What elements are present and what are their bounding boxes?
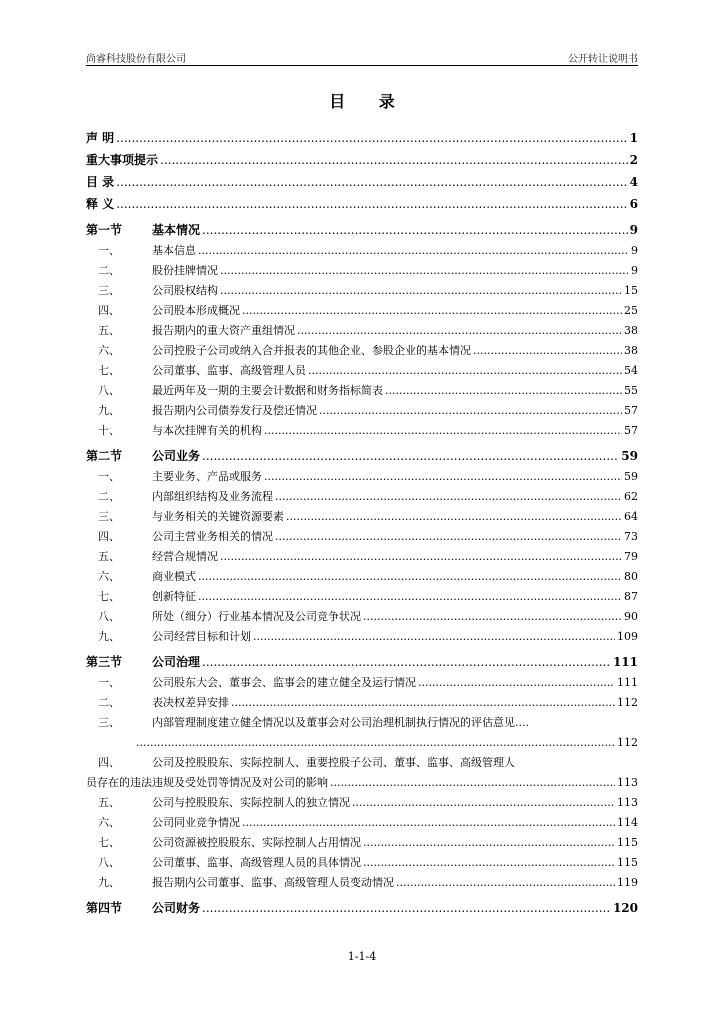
toc-entry-number: 六、 <box>98 344 120 357</box>
dot-leader <box>202 897 611 919</box>
toc-entry-page: 112 <box>617 696 638 709</box>
dot-leader <box>116 127 627 149</box>
toc-front-entry[interactable] <box>86 193 638 215</box>
toc-entry-page: 38 <box>624 324 638 337</box>
toc-entry-number: 八、 <box>98 384 120 397</box>
toc-entry-number: 九、 <box>98 404 120 417</box>
toc-entry-label: 报告期内公司债券发行及偿还情况 <box>152 404 317 417</box>
toc-entry-number: 五、 <box>98 796 120 809</box>
toc-front-entry[interactable] <box>86 171 638 193</box>
dot-leader <box>231 693 615 713</box>
dot-leader <box>220 547 622 567</box>
dot-leader <box>264 421 622 441</box>
toc-entry-page: 25 <box>624 304 638 317</box>
toc-item-entry[interactable] <box>86 321 638 341</box>
toc-entry-label: 内部组织结构及业务流程 <box>152 490 273 503</box>
toc-entry-label: 内部管理制度建立健全情况以及董事会对公司治理机制执行情况的评估意见.... <box>152 716 529 729</box>
toc-entry-number: 十、 <box>98 424 120 437</box>
toc-entry-number: 一、 <box>98 676 120 689</box>
toc-entry-page: 57 <box>624 404 638 417</box>
toc-entry-label: 公司控股子公司或纳入合并报表的其他企业、参股企业的基本情况 <box>152 344 471 357</box>
toc-entry-number: 七、 <box>98 590 120 603</box>
toc-entry-page: 2 <box>629 153 638 167</box>
page-header <box>86 50 638 64</box>
toc-entry-label: 公司财务 <box>152 901 201 915</box>
toc-entry-number: 第二节 <box>86 449 123 463</box>
table-of-contents <box>86 127 638 919</box>
toc-item-entry[interactable] <box>86 381 638 401</box>
toc-entry-page: 59 <box>624 470 638 483</box>
toc-entry-page: 6 <box>629 197 638 211</box>
toc-entry-label: 报告期内公司董事、监事、高级管理人员变动情况 <box>152 876 394 889</box>
toc-entry-label: 基本情况 <box>152 223 201 237</box>
dot-leader <box>385 381 622 401</box>
toc-entry-number: 三、 <box>98 510 120 523</box>
dot-leader <box>242 301 622 321</box>
toc-entry-number: 第一节 <box>86 223 123 237</box>
toc-entry-number: 六、 <box>98 570 120 583</box>
dot-leader <box>297 321 622 341</box>
header-divider <box>86 65 638 66</box>
dot-leader <box>319 401 622 421</box>
dot-leader <box>198 241 629 261</box>
toc-entry-page: 38 <box>624 344 638 357</box>
toc-entry-label: 公司董事、监事、高级管理人员的具体情况 <box>152 856 361 869</box>
dot-leader <box>473 341 622 361</box>
toc-entry-label: 商业模式 <box>152 570 196 583</box>
toc-entry-page: 111 <box>617 676 638 689</box>
toc-entry-label: 股份挂牌情况 <box>152 264 218 277</box>
toc-item-entry[interactable] <box>86 673 638 693</box>
toc-entry-label: 公司业务 <box>152 449 201 463</box>
dot-leader <box>253 627 615 647</box>
toc-entry-number: 二、 <box>98 490 120 503</box>
toc-entry-number: 七、 <box>98 836 120 849</box>
toc-section-entry[interactable] <box>86 445 638 467</box>
toc-item-entry[interactable] <box>86 567 638 587</box>
toc-item-entry[interactable] <box>86 301 638 321</box>
toc-entry-number: 三、 <box>98 284 120 297</box>
toc-item-entry[interactable] <box>86 713 638 733</box>
dot-leader <box>363 853 615 873</box>
toc-item-entry[interactable] <box>86 587 638 607</box>
toc-entry-number: 八、 <box>98 856 120 869</box>
toc-entry-page: 1 <box>629 131 638 145</box>
dot-leader <box>396 873 615 893</box>
toc-entry-label: 重大事项提示 <box>86 153 159 167</box>
toc-entry-page: 15 <box>624 284 638 297</box>
toc-entry-label: 声 明 <box>86 131 115 145</box>
dot-leader <box>286 507 622 527</box>
dot-leader <box>308 361 622 381</box>
toc-entry-page: 55 <box>624 384 638 397</box>
dot-leader <box>116 171 627 193</box>
toc-item-entry[interactable] <box>86 793 638 813</box>
toc-section-entry[interactable] <box>86 897 638 919</box>
toc-entry-label: 目 录 <box>86 175 115 189</box>
toc-entry-page: 87 <box>624 590 638 603</box>
toc-item-continuation[interactable] <box>86 773 638 793</box>
dot-leader <box>202 651 611 673</box>
toc-entry-number: 七、 <box>98 364 120 377</box>
toc-entry-page: 119 <box>617 876 638 889</box>
toc-entry-page: 113 <box>617 776 638 789</box>
toc-entry-label: 创新特征 <box>152 590 196 603</box>
dot-leader <box>116 193 627 215</box>
toc-entry-number: 第三节 <box>86 655 123 669</box>
toc-entry-page: 62 <box>624 490 638 503</box>
toc-entry-number: 二、 <box>98 264 120 277</box>
toc-section-entry[interactable] <box>86 651 638 673</box>
toc-entry-label: 公司与控股股东、实际控制人的独立情况 <box>152 796 350 809</box>
toc-entry-page: 113 <box>617 796 638 809</box>
toc-entry-label: 与业务相关的关键资源要素 <box>152 510 284 523</box>
toc-entry-number: 一、 <box>98 244 120 257</box>
dot-leader <box>198 567 622 587</box>
page-number: 1-1-4 <box>347 950 377 963</box>
toc-entry-label: 主要业务、产品或服务 <box>152 470 262 483</box>
dot-leader <box>264 467 622 487</box>
dot-leader <box>202 445 619 467</box>
toc-entry-page: 9 <box>631 264 638 277</box>
toc-entry-page: 9 <box>629 223 638 237</box>
dot-leader <box>136 733 615 753</box>
dot-leader <box>363 607 622 627</box>
dot-leader <box>363 833 615 853</box>
toc-entry-label: 最近两年及一期的主要会计数据和财务指标简表 <box>152 384 383 397</box>
toc-front-entry[interactable] <box>86 149 638 171</box>
toc-entry-page: 115 <box>617 856 638 869</box>
toc-item-entry[interactable] <box>86 361 638 381</box>
toc-entry-number: 六、 <box>98 816 120 829</box>
toc-entry-number: 二、 <box>98 696 120 709</box>
toc-entry-label: 公司同业竞争情况 <box>152 816 240 829</box>
toc-item-entry[interactable] <box>86 527 638 547</box>
toc-entry-number: 九、 <box>98 876 120 889</box>
dot-leader <box>220 261 629 281</box>
toc-item-entry[interactable] <box>86 281 638 301</box>
toc-entry-label: 公司资源被控股股东、实际控制人占用情况 <box>152 836 361 849</box>
toc-entry-label: 与本次挂牌有关的机构 <box>152 424 262 437</box>
toc-item-entry[interactable] <box>86 813 638 833</box>
toc-entry-number: 四、 <box>98 304 120 317</box>
dot-leader <box>275 527 622 547</box>
toc-item-entry[interactable] <box>86 627 638 647</box>
toc-item-continuation[interactable] <box>86 733 638 753</box>
toc-entry-label: 公司股东大会、董事会、监事会的建立健全及运行情况 <box>152 676 416 689</box>
toc-item-entry[interactable] <box>86 547 638 567</box>
dot-leader <box>275 487 622 507</box>
toc-item-entry[interactable] <box>86 873 638 893</box>
toc-item-entry[interactable] <box>86 241 638 261</box>
toc-entry-page: 112 <box>617 736 638 749</box>
toc-entry-page: 80 <box>624 570 638 583</box>
toc-entry-page: 90 <box>624 610 638 623</box>
dot-leader <box>418 673 615 693</box>
toc-entry-page: 9 <box>631 244 638 257</box>
toc-entry-page: 59 <box>621 449 638 463</box>
toc-item-entry[interactable] <box>86 853 638 873</box>
toc-entry-label: 公司股权结构 <box>152 284 218 297</box>
toc-entry-number: 三、 <box>98 716 120 729</box>
toc-entry-label: 公司及控股股东、实际控制人、重要控股子公司、董事、监事、高级管理人 <box>152 756 515 769</box>
toc-entry-page: 114 <box>617 816 638 829</box>
toc-entry-page: 57 <box>624 424 638 437</box>
toc-entry-page: 120 <box>612 901 638 915</box>
header-doc-type: 公开转让说明书 <box>568 54 638 65</box>
toc-entry-label: 释 义 <box>86 197 115 211</box>
toc-entry-label: 公司主营业务相关的情况 <box>152 530 273 543</box>
header-company: 尚睿科技股份有限公司 <box>86 54 186 65</box>
toc-item-entry[interactable] <box>86 261 638 281</box>
dot-leader <box>202 219 628 241</box>
toc-entry-number: 第四节 <box>86 901 123 915</box>
toc-entry-page: 54 <box>624 364 638 377</box>
toc-entry-page: 64 <box>624 510 638 523</box>
dot-leader <box>160 149 628 171</box>
toc-entry-label: 报告期内的重大资产重组情况 <box>152 324 295 337</box>
toc-item-entry[interactable] <box>86 507 638 527</box>
toc-item-entry[interactable] <box>86 341 638 361</box>
dot-leader <box>242 813 615 833</box>
toc-entry-page: 73 <box>624 530 638 543</box>
toc-section-entry[interactable] <box>86 219 638 241</box>
toc-front-entry[interactable] <box>86 127 638 149</box>
toc-entry-page: 4 <box>629 175 638 189</box>
toc-entry-label: 基本信息 <box>152 244 196 257</box>
dot-leader <box>330 773 615 793</box>
toc-entry-page: 115 <box>617 836 638 849</box>
toc-entry-number: 四、 <box>98 756 120 769</box>
toc-item-entry[interactable] <box>86 693 638 713</box>
toc-entry-page: 111 <box>612 655 638 669</box>
toc-entry-page: 79 <box>624 550 638 563</box>
toc-entry-label: 员存在的违法违规及受处罚等情况及对公司的影响 <box>86 776 328 789</box>
toc-entry-label: 所处（细分）行业基本情况及公司竞争状况 <box>152 610 361 623</box>
toc-entry-label: 公司经营目标和计划 <box>152 630 251 643</box>
toc-entry-label: 经营合规情况 <box>152 550 218 563</box>
toc-item-entry[interactable] <box>86 467 638 487</box>
dot-leader <box>352 793 615 813</box>
toc-entry-label: 公司董事、监事、高级管理人员 <box>152 364 306 377</box>
toc-entry-number: 九、 <box>98 630 120 643</box>
toc-item-entry[interactable] <box>86 421 638 441</box>
toc-entry-label: 表决权差异安排 <box>152 696 229 709</box>
page-title: 目 录 <box>329 92 409 111</box>
toc-entry-label: 公司治理 <box>152 655 201 669</box>
toc-entry-number: 五、 <box>98 550 120 563</box>
toc-item-entry[interactable] <box>86 753 638 773</box>
toc-entry-number: 四、 <box>98 530 120 543</box>
toc-entry-page: 109 <box>617 630 638 643</box>
toc-item-entry[interactable] <box>86 401 638 421</box>
toc-entry-label: 公司股本形成概况 <box>152 304 240 317</box>
toc-entry-number: 八、 <box>98 610 120 623</box>
dot-leader <box>198 587 622 607</box>
toc-entry-number: 五、 <box>98 324 120 337</box>
dot-leader <box>220 281 622 301</box>
toc-item-entry[interactable] <box>86 607 638 627</box>
toc-entry-number: 一、 <box>98 470 120 483</box>
toc-item-entry[interactable] <box>86 487 638 507</box>
toc-item-entry[interactable] <box>86 833 638 853</box>
